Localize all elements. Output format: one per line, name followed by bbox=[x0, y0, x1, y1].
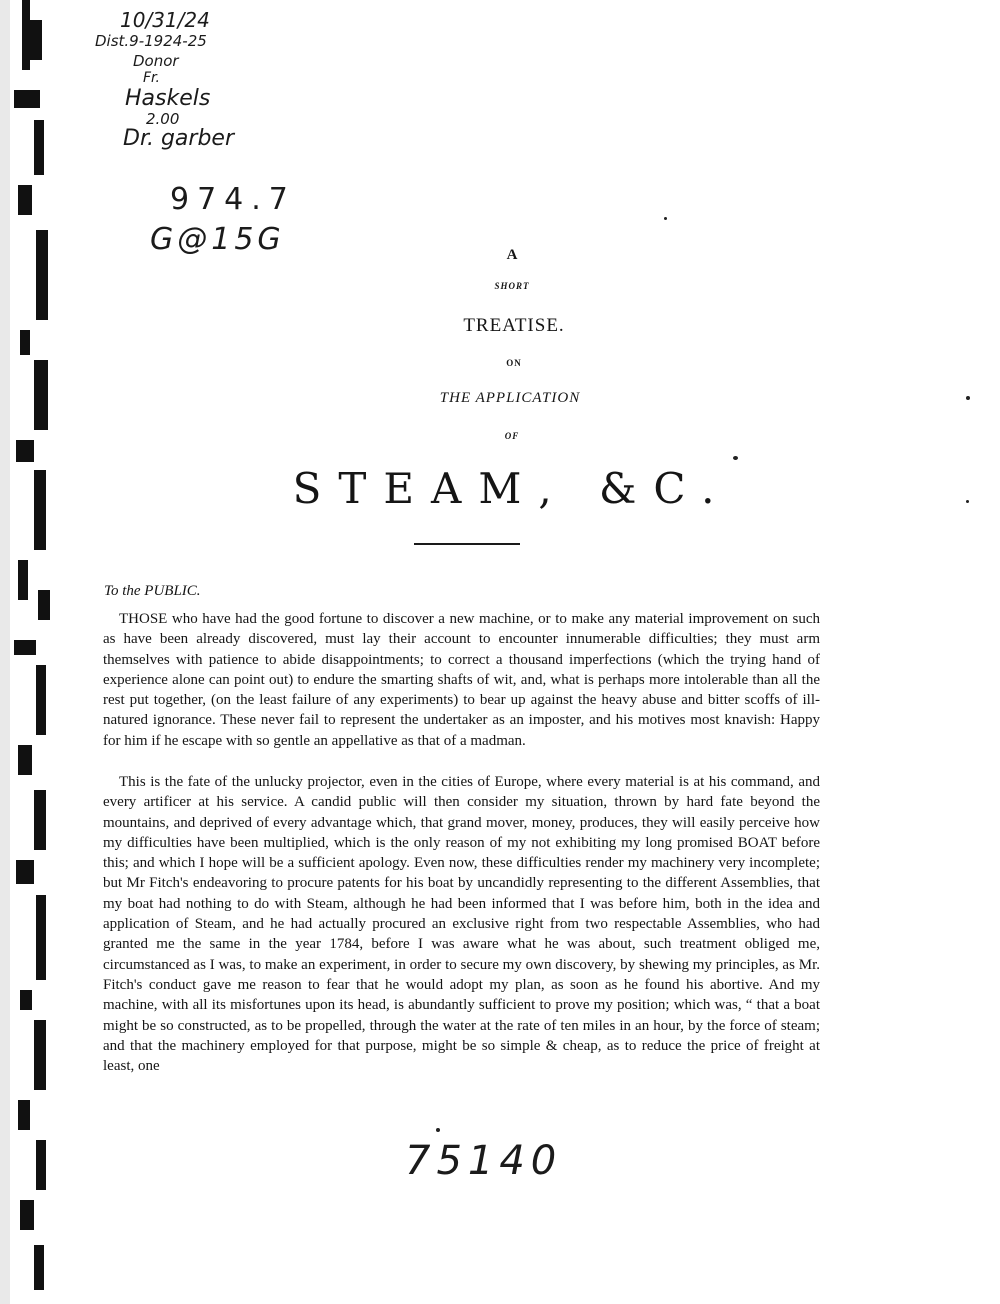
main-title: STEAM, &C. bbox=[292, 464, 732, 513]
ink-mark bbox=[436, 1128, 440, 1132]
title-rule bbox=[414, 543, 520, 545]
handwritten-donor-label: Donor bbox=[133, 52, 179, 70]
ink-speck bbox=[733, 456, 738, 460]
title-short: SHORT bbox=[494, 281, 530, 291]
handwritten-call-number: 974.7 bbox=[170, 182, 296, 217]
title-treatise: TREATISE. bbox=[463, 315, 565, 336]
handwritten-call-number-2: G@15G bbox=[150, 222, 285, 257]
ink-speck bbox=[664, 217, 667, 220]
title-of: OF bbox=[504, 431, 520, 441]
handwritten-district: Dist.9-1924-25 bbox=[95, 32, 207, 50]
salutation: To the PUBLIC. bbox=[104, 583, 201, 599]
title-article: A bbox=[506, 247, 518, 263]
handwritten-price: 2.00 bbox=[146, 110, 180, 128]
handwritten-signature: Dr. garber bbox=[123, 126, 234, 151]
title-application: THE APPLICATION bbox=[439, 390, 581, 406]
handwritten-date: 10/31/24 bbox=[120, 8, 210, 32]
title-on: ON bbox=[506, 358, 522, 368]
ink-speck bbox=[966, 396, 970, 400]
ink-speck bbox=[966, 500, 969, 503]
paragraph-2: This is the fate of the unlucky projector, even in the cities of Europe, where every material is at his command, and every artificer at his service. A candid public will then consider my situation, thrown by hard fate beyond the mountains, and deprived of every advantage which, that grand mover, money, produces, they will easily perceive how my difficulties have been multiplied, which is the only reason of my not exhibiting my long promised BOAT before this; and which I hope will be a sufficient apology. Even now, these difficulties render my machinery very incomplete; but Mr Fitch's endeavoring to procure patents for his boat by uncandidly representing to the different Assemblies, that my boat had nothing to do with Steam, although he had been informed that I was before him, both in the idea and application of Steam, and he had actually procured an exclusive right from two respectable Assemblies, who had granted me the same in the year 1784, before I was aware what he was about, such treatment obliged me, circumstanced as I was, to make an experiment, in order to secure my own discovery, by shewing my principles, as Mr. Fitch's conduct gave me reason to fear that he would adopt my plan, as soon as he found his abortive. And my machine, with all its misfortunes upon its head, is abundantly sufficient to prove my position; which was, “ that a boat might be so constructed, as to be propelled, through the water at the rate of ten miles in an hour, by the force of steam; and that the machinery employed for that purpose, might be so simple & cheap, as to reduce the price of freight at least, one bbox=[103, 774, 820, 1075]
handwritten-accession-number: 75140 bbox=[405, 1138, 563, 1184]
handwritten-donor-name: Haskels bbox=[125, 86, 211, 111]
handwritten-fr: Fr. bbox=[143, 70, 160, 86]
binding-edge bbox=[0, 0, 60, 1304]
paragraph-1: THOSE who have had the good fortune to discover a new machine, or to make any material improvement on such as have been already discovered, must lay their account to encounter innumerable difficulties; they must arm themselves with patience to abide disappointments; to correct a thousand imperfections (which the trying hand of experience alone can point out) to endure the smarting shafts of wit, and, what is perhaps more intolerable than all the rest put together, (on the least failure of any experiments) to bear up against the heavy abuse and bitter scoffs of ill-natured ignorance. These never fail to represent the undertaker as an imposter, and his motives most knavish: Happy for him if he escape with so gentle an appellative as that of a madman. bbox=[103, 611, 820, 749]
